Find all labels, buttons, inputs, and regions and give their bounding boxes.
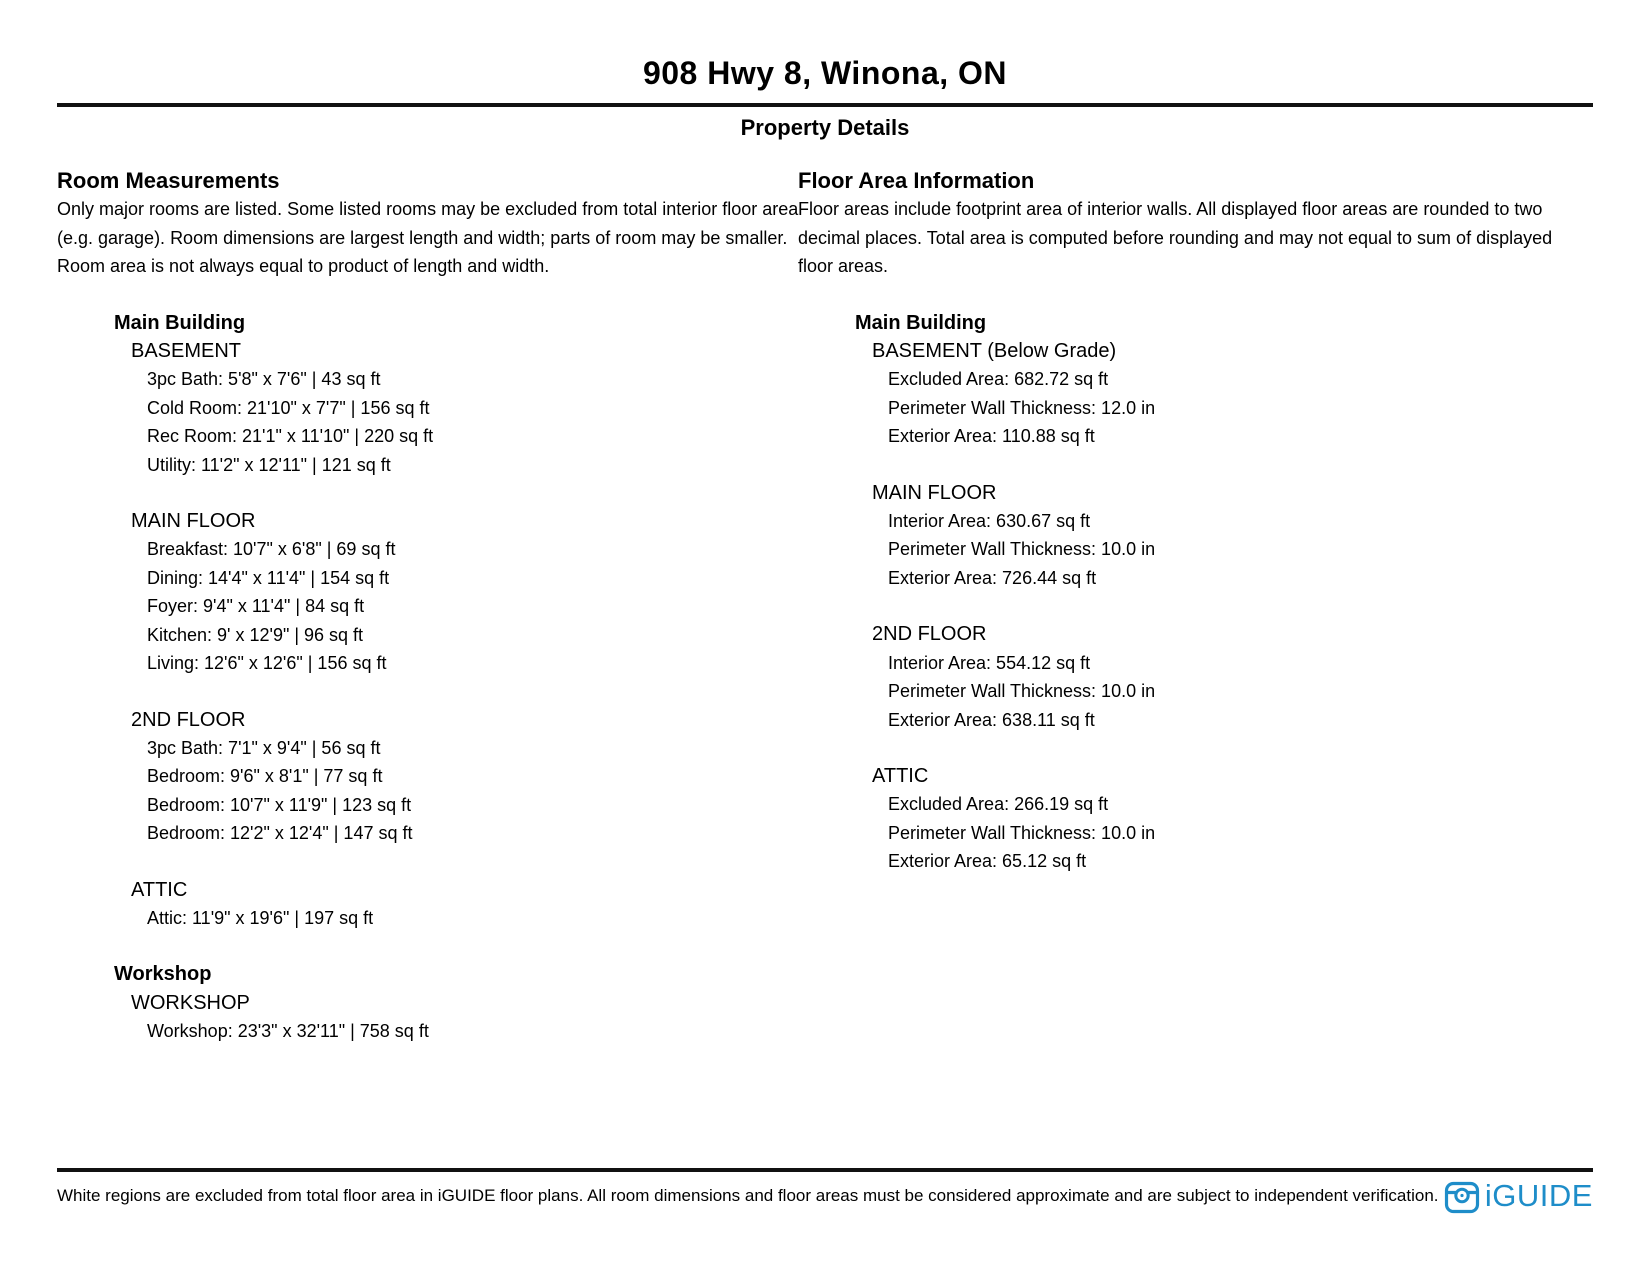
floor-area-sections bbox=[798, 309, 1593, 876]
floor-name: ATTIC bbox=[131, 878, 188, 901]
iguide-logo-text: iGUIDE bbox=[1484, 1178, 1593, 1213]
measurement-entry: 3pc Bath: 5'8" x 7'6" | 43 sq ft bbox=[147, 369, 381, 390]
footer-disclaimer: White regions are excluded from total floor area in iGUIDE floor plans. All room dimensions and floor areas must be considered approximate and are subject to independent verification. bbox=[57, 1186, 1439, 1205]
measurement-entry: Living: 12'6" x 12'6" | 156 sq ft bbox=[147, 653, 387, 674]
iguide-logo bbox=[1444, 1172, 1593, 1214]
floor-section bbox=[57, 876, 798, 933]
floor-section bbox=[57, 989, 798, 1046]
measurement-entry: Dining: 14'4" x 11'4" | 154 sq ft bbox=[147, 567, 390, 588]
iguide-camera-icon bbox=[1444, 1178, 1480, 1214]
measurement-entry: Interior Area: 554.12 sq ft bbox=[888, 652, 1091, 673]
floor-section bbox=[57, 507, 798, 677]
measurement-entry: Breakfast: 10'7" x 6'8" | 69 sq ft bbox=[147, 539, 396, 560]
measurement-entry: Exterior Area: 726.44 sq ft bbox=[888, 567, 1097, 588]
building-name: Workshop bbox=[114, 963, 212, 986]
content-columns bbox=[0, 167, 1650, 1046]
floor-name: BASEMENT (Below Grade) bbox=[872, 340, 1117, 363]
description-line: Room area is not always equal to product of length and width. bbox=[57, 256, 550, 277]
building-name: Main Building bbox=[855, 311, 987, 334]
floor-name: 2ND FLOOR bbox=[131, 708, 246, 731]
building-section bbox=[57, 309, 798, 933]
floor-section bbox=[798, 337, 1593, 451]
measurement-entry: Cold Room: 21'10" x 7'7" | 156 sq ft bbox=[147, 397, 430, 418]
floor-name: WORKSHOP bbox=[131, 991, 250, 1014]
measurement-entry: Foyer: 9'4" x 11'4" | 84 sq ft bbox=[147, 596, 365, 617]
header-rule bbox=[57, 103, 1593, 107]
measurement-entry: Bedroom: 12'2" x 12'4" | 147 sq ft bbox=[147, 823, 413, 844]
floor-area-description bbox=[798, 195, 1593, 280]
floor-area-column bbox=[798, 167, 1593, 1046]
measurement-entry: Rec Room: 21'1" x 11'10" | 220 sq ft bbox=[147, 426, 434, 447]
measurement-entry: Interior Area: 630.67 sq ft bbox=[888, 511, 1091, 532]
floor-section bbox=[57, 337, 798, 479]
floor-section bbox=[798, 479, 1593, 593]
floor-name: MAIN FLOOR bbox=[131, 510, 256, 533]
building-section bbox=[57, 960, 798, 1045]
measurement-entry: Attic: 11'9" x 19'6" | 197 sq ft bbox=[147, 907, 374, 928]
measurement-entry: 3pc Bath: 7'1" x 9'4" | 56 sq ft bbox=[147, 737, 381, 758]
measurement-entry: Kitchen: 9' x 12'9" | 96 sq ft bbox=[147, 624, 364, 645]
measurement-entry: Excluded Area: 682.72 sq ft bbox=[888, 369, 1109, 390]
building-name: Main Building bbox=[114, 311, 246, 334]
description-line: Only major rooms are listed. Some listed rooms may be excluded from total interior floor area bbox=[57, 199, 799, 220]
measurement-entry: Perimeter Wall Thickness: 10.0 in bbox=[888, 822, 1156, 843]
floor-name: MAIN FLOOR bbox=[872, 481, 997, 504]
measurement-entry: Exterior Area: 65.12 sq ft bbox=[888, 851, 1087, 872]
measurement-entry: Bedroom: 10'7" x 11'9" | 123 sq ft bbox=[147, 794, 412, 815]
description-line: decimal places. Total area is computed before rounding and may not equal to sum of displayed bbox=[798, 227, 1553, 248]
building-section bbox=[798, 309, 1593, 876]
room-measurements-sections bbox=[57, 309, 798, 1046]
floor-section bbox=[798, 762, 1593, 876]
measurement-entry: Exterior Area: 110.88 sq ft bbox=[888, 426, 1095, 447]
room-measurements-column bbox=[57, 167, 798, 1046]
measurement-entry: Perimeter Wall Thickness: 10.0 in bbox=[888, 681, 1156, 702]
description-line: (e.g. garage). Room dimensions are largest length and width; parts of room may be smaller. bbox=[57, 227, 788, 248]
measurement-entry: Bedroom: 9'6" x 8'1" | 77 sq ft bbox=[147, 766, 383, 787]
room-measurements-description bbox=[57, 195, 798, 280]
measurement-entry: Perimeter Wall Thickness: 10.0 in bbox=[888, 539, 1156, 560]
measurement-entry: Excluded Area: 266.19 sq ft bbox=[888, 794, 1109, 815]
page-header bbox=[0, 0, 1650, 142]
room-measurements-heading: Room Measurements bbox=[57, 168, 280, 193]
measurement-entry: Exterior Area: 638.11 sq ft bbox=[888, 709, 1095, 730]
floor-section bbox=[57, 706, 798, 848]
measurement-entry: Perimeter Wall Thickness: 12.0 in bbox=[888, 397, 1156, 418]
page-subtitle: Property Details bbox=[740, 115, 910, 140]
measurement-entry: Utility: 11'2" x 12'11" | 121 sq ft bbox=[147, 454, 391, 475]
page-title: 908 Hwy 8, Winona, ON bbox=[642, 55, 1008, 91]
floor-section bbox=[798, 620, 1593, 734]
floor-name: BASEMENT bbox=[131, 340, 242, 363]
measurement-entry: Workshop: 23'3" x 32'11" | 758 sq ft bbox=[147, 1021, 429, 1042]
floor-name: 2ND FLOOR bbox=[872, 623, 987, 646]
floor-name: ATTIC bbox=[872, 764, 929, 787]
page-footer bbox=[57, 1168, 1593, 1214]
description-line: floor areas. bbox=[798, 256, 889, 277]
description-line: Floor areas include footprint area of interior walls. All displayed floor areas are rounded to two bbox=[798, 199, 1543, 220]
floor-area-heading: Floor Area Information bbox=[798, 168, 1035, 193]
